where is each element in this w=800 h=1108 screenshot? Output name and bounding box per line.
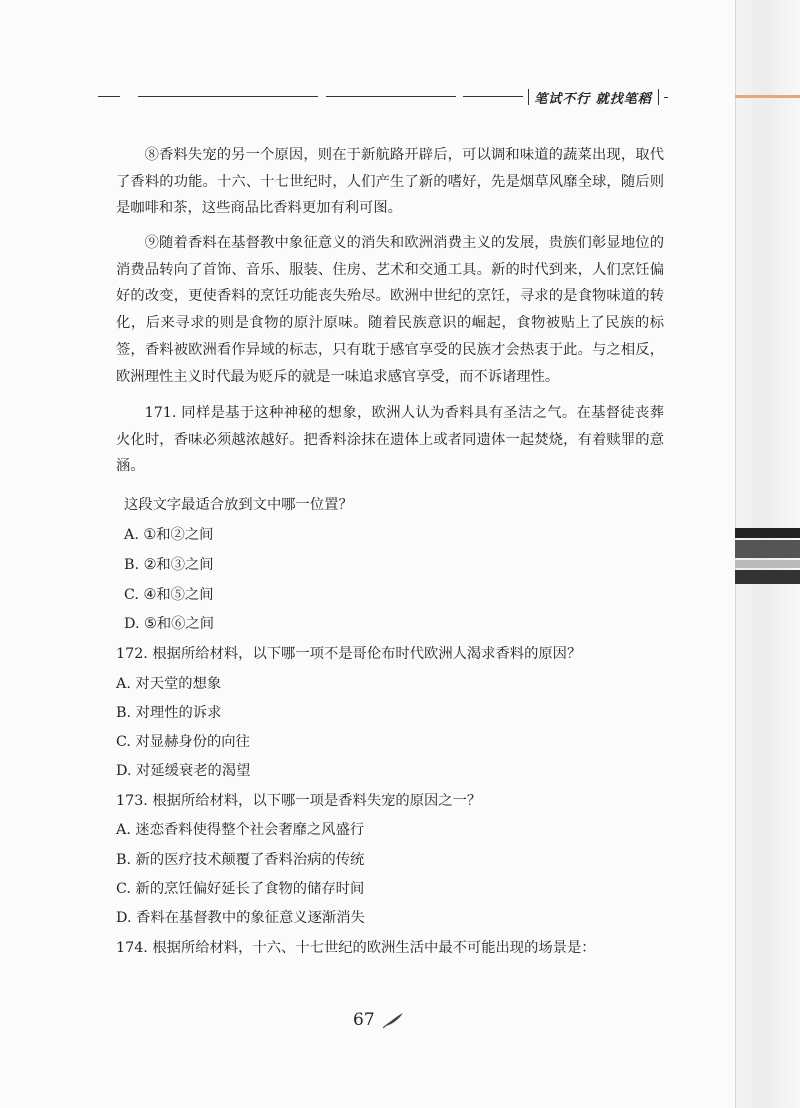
question-171-passage: 171. 同样是基于这种神秘的想象，欧洲人认为香料具有圣洁之气。在基督徒丧葬火化时，香味必须越浓越好。把香料涂抹在遗体上或者同遗体一起焚烧，有着赎罪的意涵。 (116, 405, 664, 475)
binding-shadow-band (735, 528, 800, 538)
question-173-option-c: C. 新的烹饪偏好延长了食物的储存时间 (116, 881, 365, 897)
header-title-text: 笔试不行 就找笔稻 (534, 91, 652, 107)
question-173-prompt: 173. 根据所给材料，以下哪一项是香料失宠的原因之一？ (116, 793, 482, 809)
header-title (528, 85, 668, 109)
binding-shadow-band (735, 540, 800, 558)
question-172-option-c: C. 对显赫身份的向往 (116, 734, 250, 750)
feather-pen-icon (381, 1011, 405, 1029)
question-171-prompt: 这段文字最适合放到文中哪一位置？ (124, 497, 353, 513)
binding-shadow-band (735, 570, 800, 584)
question-173-option-b: B. 新的医疗技术颠覆了香料治病的传统 (116, 852, 365, 868)
question-171-option-b: B. ②和③之间 (124, 557, 214, 573)
question-172-option-a: A. 对天堂的想象 (116, 676, 222, 692)
header-rule (98, 96, 120, 97)
binding-accent-stripe (735, 95, 800, 98)
header-rule (326, 96, 456, 97)
paragraph-8: ⑧香料失宠的另一个原因，则在于新航路开辟后，可以调和味道的蔬菜出现，取代了香料的功能。十六、十七世纪时，人们产生了新的嗜好，先是烟草风靡全球，随后则是咖啡和茶，这些商品比香料更加有利可图。 (116, 147, 664, 217)
page-number: 67 (353, 1010, 375, 1030)
question-173-option-d: D. 香料在基督教中的象征意义逐渐消失 (116, 910, 365, 926)
question-171-option-c: C. ④和⑤之间 (124, 587, 214, 603)
question-171-option-d: D. ⑤和⑥之间 (124, 616, 215, 632)
question-173-option-a: A. 迷恋香料使得整个社会奢靡之风盛行 (116, 822, 365, 838)
paragraph-9: ⑨随着香料在基督教中象征意义的消失和欧洲消费主义的发展，贵族们彰显地位的消费品转向了首饰、音乐、服装、住房、艺术和交通工具。新的时代到来，人们烹饪偏好的改变，更使香料的烹饪功能丧失殆尽。欧洲中世纪的烹饪，寻求的是食物味道的转化，后来寻求的则是食物的原汁原味。随着民族意识的崛起，食物被贴上了民族的标签，香料被欧洲看作异域的标志，只有耽于感官享受的民族才会热衷于此。与之相反，欧洲理性主义时代最为贬斥的就是一味追求感官享受，而不诉诸理性。 (116, 235, 664, 385)
running-header (98, 85, 668, 109)
header-rule (138, 96, 318, 97)
page-footer (353, 1010, 405, 1030)
question-172-option-b: B. 对理性的诉求 (116, 705, 222, 721)
question-171-option-a: A. ①和②之间 (124, 527, 214, 543)
binding-shadow-band (735, 560, 800, 568)
question-172-prompt: 172. 根据所给材料，以下哪一项不是哥伦布时代欧洲人渴求香料的原因？ (116, 646, 582, 662)
question-174-prompt: 174. 根据所给材料，十六、十七世纪的欧洲生活中最不可能出现的场景是： (116, 940, 596, 956)
header-rule (463, 96, 523, 97)
question-172-option-d: D. 对延缓衰老的渴望 (116, 763, 251, 779)
